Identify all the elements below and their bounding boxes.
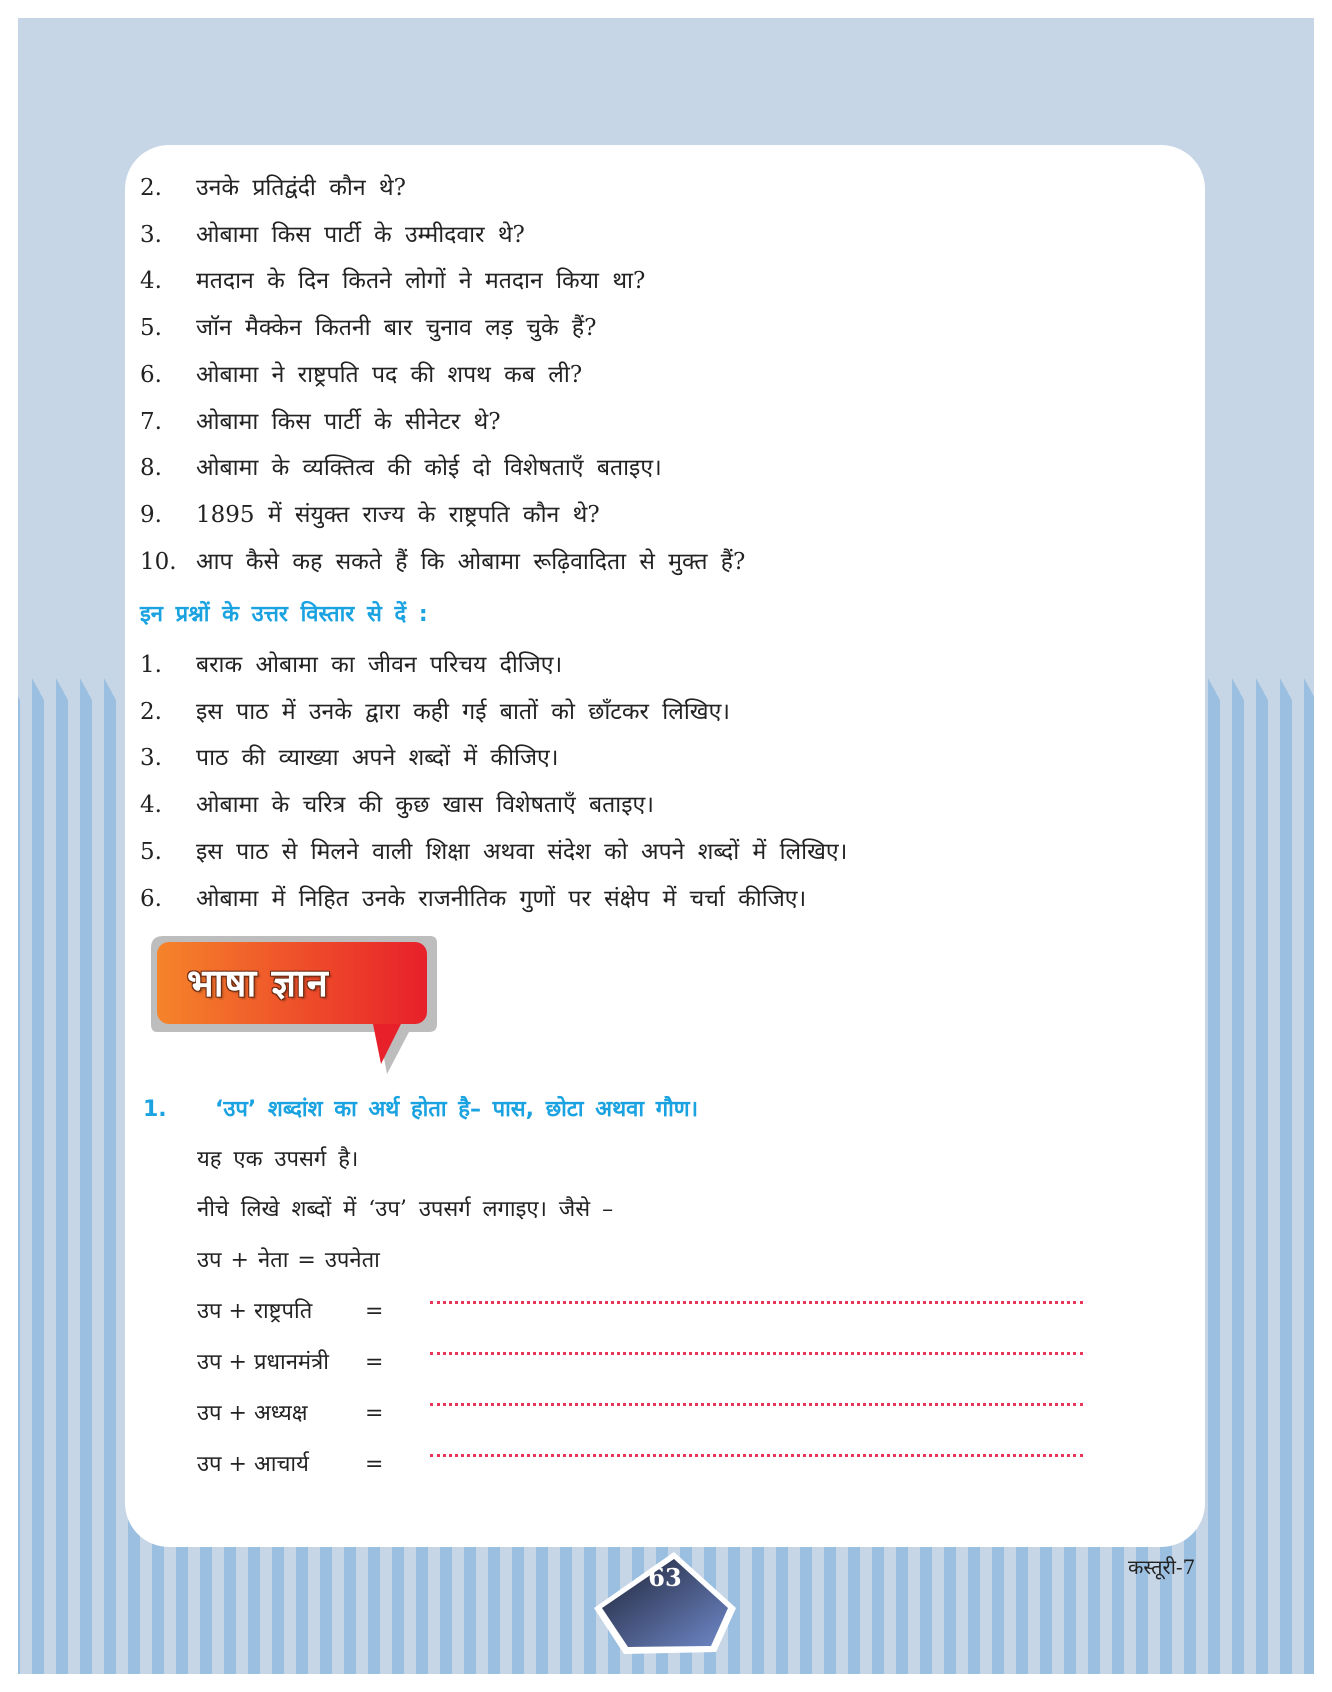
section-badge-title: भाषा ज्ञान	[187, 961, 329, 1005]
exercise-prefix: उप + आचार्य	[197, 1452, 309, 1477]
stripe	[1232, 678, 1244, 1674]
language-question-number: 1.	[143, 1097, 167, 1122]
question-text: मतदान के दिन कितने लोगों ने मतदान किया था?	[196, 268, 646, 295]
question-text: ओबामा किस पार्टी के सीनेटर थे?	[196, 408, 501, 435]
question-number: 1.	[140, 652, 162, 678]
question-number: 5.	[140, 315, 162, 342]
equals-sign: =	[365, 1452, 384, 1477]
question-number: 10.	[140, 548, 177, 575]
question-text: ओबामा के व्यक्तित्व की कोई दो विशेषताएँ बताइए।	[196, 455, 662, 482]
stripe	[1208, 678, 1220, 1674]
question-number: 4.	[140, 268, 162, 295]
language-example: उप + नेता = उपनेता	[197, 1248, 380, 1273]
question-text: ओबामा के चरित्र की कुछ खास विशेषताएँ बताइए।	[196, 792, 654, 819]
question-text: पाठ की व्याख्या अपने शब्दों में कीजिए।	[196, 745, 559, 772]
answer-blank-line[interactable]	[430, 1403, 1083, 1406]
question-text: इस पाठ में उनके द्वारा कही गई बातों को छाँटकर लिखिए।	[196, 698, 731, 725]
equals-sign: =	[365, 1401, 384, 1426]
question-number: 3.	[140, 221, 162, 248]
question-text: ओबामा ने राष्ट्रपति पद की शपथ कब ली?	[196, 361, 583, 388]
stripe	[1280, 678, 1292, 1674]
language-line-2: नीचे लिखे शब्दों में ‘उप’ उपसर्ग लगाइए। जैसे –	[197, 1197, 614, 1222]
long-answer-heading: इन प्रश्नों के उत्तर विस्तार से दें :	[140, 602, 428, 627]
stripe	[1256, 678, 1268, 1674]
question-number: 2.	[140, 175, 162, 201]
question-number: 5.	[140, 838, 162, 865]
equals-sign: =	[365, 1350, 384, 1375]
page-number: 63	[648, 1563, 682, 1592]
question-number: 6.	[140, 885, 162, 912]
answer-blank-line[interactable]	[430, 1301, 1083, 1304]
stripe	[1304, 678, 1314, 1674]
question-number: 3.	[140, 745, 162, 772]
question-number: 8.	[140, 455, 162, 482]
question-text: उनके प्रतिद्वंदी कौन थे?	[196, 175, 406, 201]
question-text: ओबामा में निहित उनके राजनीतिक गुणों पर संक्षेप में चर्चा कीजिए।	[196, 885, 807, 912]
question-number: 4.	[140, 792, 162, 819]
language-question-text: ‘उप’ शब्दांश का अर्थ होता है– पास, छोटा अथवा गौण।	[215, 1097, 699, 1122]
equals-sign: =	[365, 1299, 384, 1324]
stripe	[32, 678, 44, 1674]
language-line-1: यह एक उपसर्ग है।	[197, 1147, 359, 1172]
book-name: कस्तूरी-7	[1128, 1555, 1196, 1579]
stripe	[56, 678, 68, 1674]
stripe	[18, 678, 20, 1674]
content-card	[125, 145, 1205, 1547]
question-text: जॉन मैक्केन कितनी बार चुनाव लड़ चुके हैं?	[196, 315, 597, 342]
exercise-prefix: उप + अध्यक्ष	[197, 1401, 308, 1426]
answer-blank-line[interactable]	[430, 1352, 1083, 1355]
answer-blank-line[interactable]	[430, 1454, 1083, 1457]
exercise-prefix: उप + प्रधानमंत्री	[197, 1350, 329, 1375]
question-text: ओबामा किस पार्टी के उम्मीदवार थे?	[196, 221, 525, 248]
question-number: 9.	[140, 501, 162, 528]
question-number: 7.	[140, 408, 162, 435]
stripe	[80, 678, 92, 1674]
question-number: 2.	[140, 698, 162, 725]
question-number: 6.	[140, 361, 162, 388]
question-text: बराक ओबामा का जीवन परिचय दीजिए।	[196, 652, 563, 678]
question-text: इस पाठ से मिलने वाली शिक्षा अथवा संदेश को अपने शब्दों में लिखिए।	[196, 838, 848, 865]
question-text: आप कैसे कह सकते हैं कि ओबामा रूढ़िवादिता से मुक्त हैं?	[196, 548, 746, 575]
question-text: 1895 में संयुक्त राज्य के राष्ट्रपति कौन थे?	[196, 501, 600, 528]
stripe	[104, 678, 116, 1674]
exercise-prefix: उप + राष्ट्रपति	[197, 1299, 313, 1324]
